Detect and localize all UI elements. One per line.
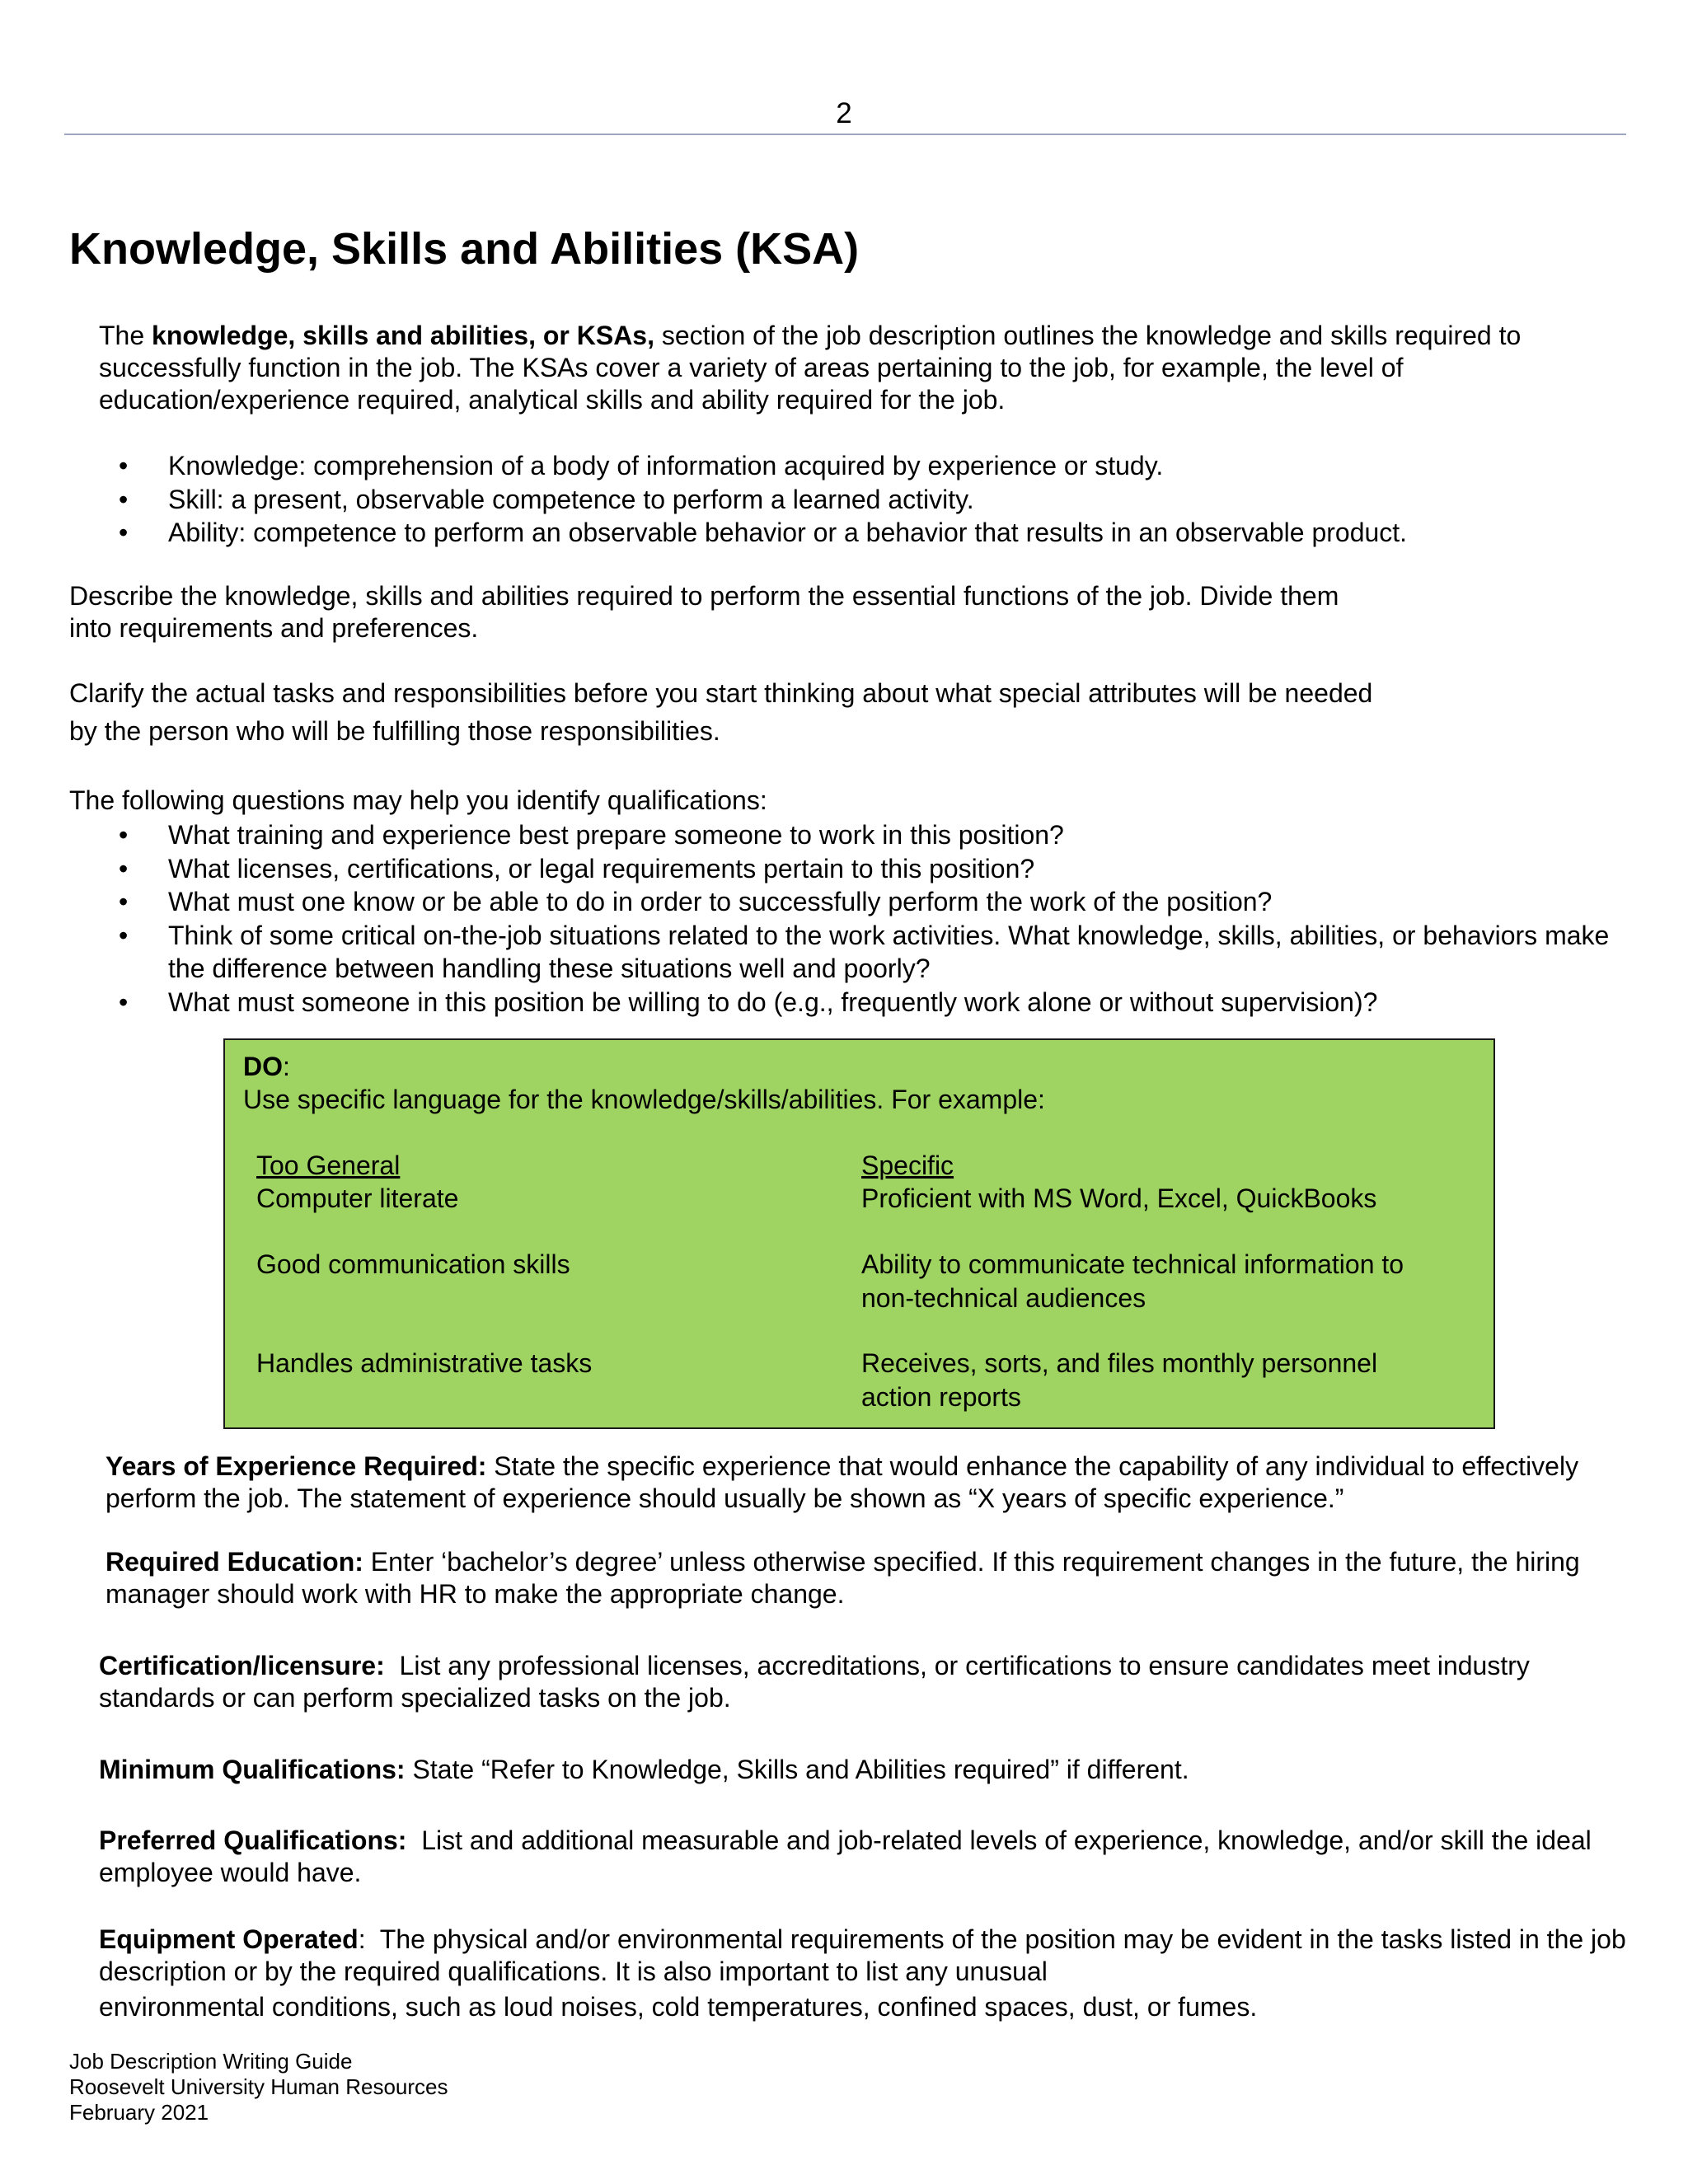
bullet-icon: • [119,853,129,883]
list-item [99,919,1624,986]
do-instruction: Use specific language for the knowledge/skills/abilities. For example: [243,1085,1045,1114]
page-title: Knowledge, Skills and Abilities (KSA) [69,224,860,274]
bullet-icon: • [119,987,129,1017]
minimum-qualifications-section [99,1754,1624,1786]
list-item [99,516,1615,550]
required-education-section [106,1546,1614,1610]
question-text: What must someone in this position be willing to do (e.g., frequently work alone or without supervision)? [168,987,1378,1017]
intro-bold-term: knowledge, skills and abilities, or KSAs, [152,321,654,350]
specific-example: Ability to communicate technical information to non-technical audiences [861,1249,1404,1313]
question-text: What training and experience best prepare someone to work in this position? [168,820,1064,850]
list-item [99,449,1615,483]
years-experience-section [106,1451,1589,1515]
section-text: List any professional licenses, accreditations, or certifications to ensure candidates meet industry standards or can perform specialized tasks on the job. [99,1651,1537,1713]
definition-text: Knowledge: comprehension of a body of information acquired by experience or study. [168,451,1164,480]
definitions-list [99,449,1615,550]
bullet-icon: • [119,518,129,547]
section-text: List and additional measurable and job-related levels of experience, knowledge, and/or skill the ideal employee would have. [99,1825,1599,1887]
bullet-icon: • [119,484,129,514]
section-label: Required Education: [106,1547,363,1577]
do-label [243,1050,290,1083]
questions-list [99,818,1624,1019]
list-item [99,818,1624,852]
specific-header: Specific [861,1151,954,1180]
section-text: State “Refer to Knowledge, Skills and Abilities required” if different. [405,1755,1189,1784]
intro-paragraph [99,320,1533,416]
preferred-qualifications-section [99,1825,1624,1889]
section-label: Preferred Qualifications: [99,1825,407,1855]
section-label: Certification/licensure: [99,1651,385,1680]
section-label: Equipment Operated [99,1924,359,1954]
footer-line: Job Description Writing Guide [69,2049,353,2074]
general-example: Computer literate [256,1183,459,1213]
definition-text: Ability: competence to perform an observable behavior or a behavior that results in an observable product. [168,518,1408,547]
section-label: Years of Experience Required: [106,1451,487,1481]
question-text: Think of some critical on-the-job situations related to the work activities. What knowledge, skills, abilities, or behaviors make the difference between handling these situations well and poorly? [168,920,1610,983]
list-item [99,852,1624,886]
list-item [99,986,1624,1019]
bullet-icon: • [119,920,129,950]
bullet-icon: • [119,451,129,480]
bullet-icon: • [119,887,129,916]
do-label-colon: : [283,1052,290,1081]
page-number: 2 [836,97,852,129]
list-item [99,483,1615,517]
section-text: State the specific experience that would enhance the capability of any individual to effectively perform the job. The statement of experience should usually be shown as “X years of specific experience.” [106,1451,1579,1513]
questions-intro: The following questions may help you identify qualifications: [69,785,767,815]
intro-post: section of the job description outlines the knowledge and skills required to successfully function in the job. The KSAs cover a variety of areas pertaining to the job, for example, the level of education/experience required, analytical skills and ability required for the job. [99,321,1522,415]
definition-text: Skill: a present, observable competence to perform a learned activity. [168,484,974,514]
do-example-box [223,1038,1495,1429]
clarify-paragraph: Clarify the actual tasks and responsibilities before you start thinking about what special attributes will be needed by the person who will be fulfilling those responsibilities. [69,678,1373,746]
question-text: What must one know or be able to do in order to successfully perform the work of the position? [168,887,1273,916]
too-general-header: Too General [256,1151,401,1180]
specific-example: Receives, sorts, and files monthly personnel action reports [861,1348,1378,1412]
footer [69,2049,448,2125]
footer-line: Roosevelt University Human Resources [69,2074,448,2099]
section-label: Minimum Qualifications: [99,1755,406,1784]
section-text-continued: environmental conditions, such as loud noises, cold temperatures, confined spaces, dust, or fumes. [99,1992,1258,2022]
section-text: Enter ‘bachelor’s degree’ unless otherwise specified. If this requirement changes in the future, the hiring manager should work with HR to make the appropriate change. [106,1547,1580,1609]
intro-pre: The [99,321,152,350]
list-item [99,885,1624,919]
describe-paragraph: Describe the knowledge, skills and abilities required to perform the essential functions of the job. Divide them into requirements and preferences. [69,581,1339,643]
question-text: What licenses, certifications, or legal requirements pertain to this position? [168,853,1035,883]
section-text: : The physical and/or environmental requirements of the position may be evident in the tasks listed in the job description or by the required qualifications. It is also important to list any unusual [99,1924,1634,1986]
general-example: Good communication skills [256,1249,570,1279]
equipment-operated-section [99,1924,1640,2023]
certification-section [99,1650,1624,1714]
header-rule [64,134,1626,135]
general-example: Handles administrative tasks [256,1348,593,1378]
footer-line: February 2021 [69,2100,209,2125]
bullet-icon: • [119,820,129,850]
specific-example: Proficient with MS Word, Excel, QuickBooks [861,1183,1377,1213]
do-label-bold: DO [243,1052,283,1081]
